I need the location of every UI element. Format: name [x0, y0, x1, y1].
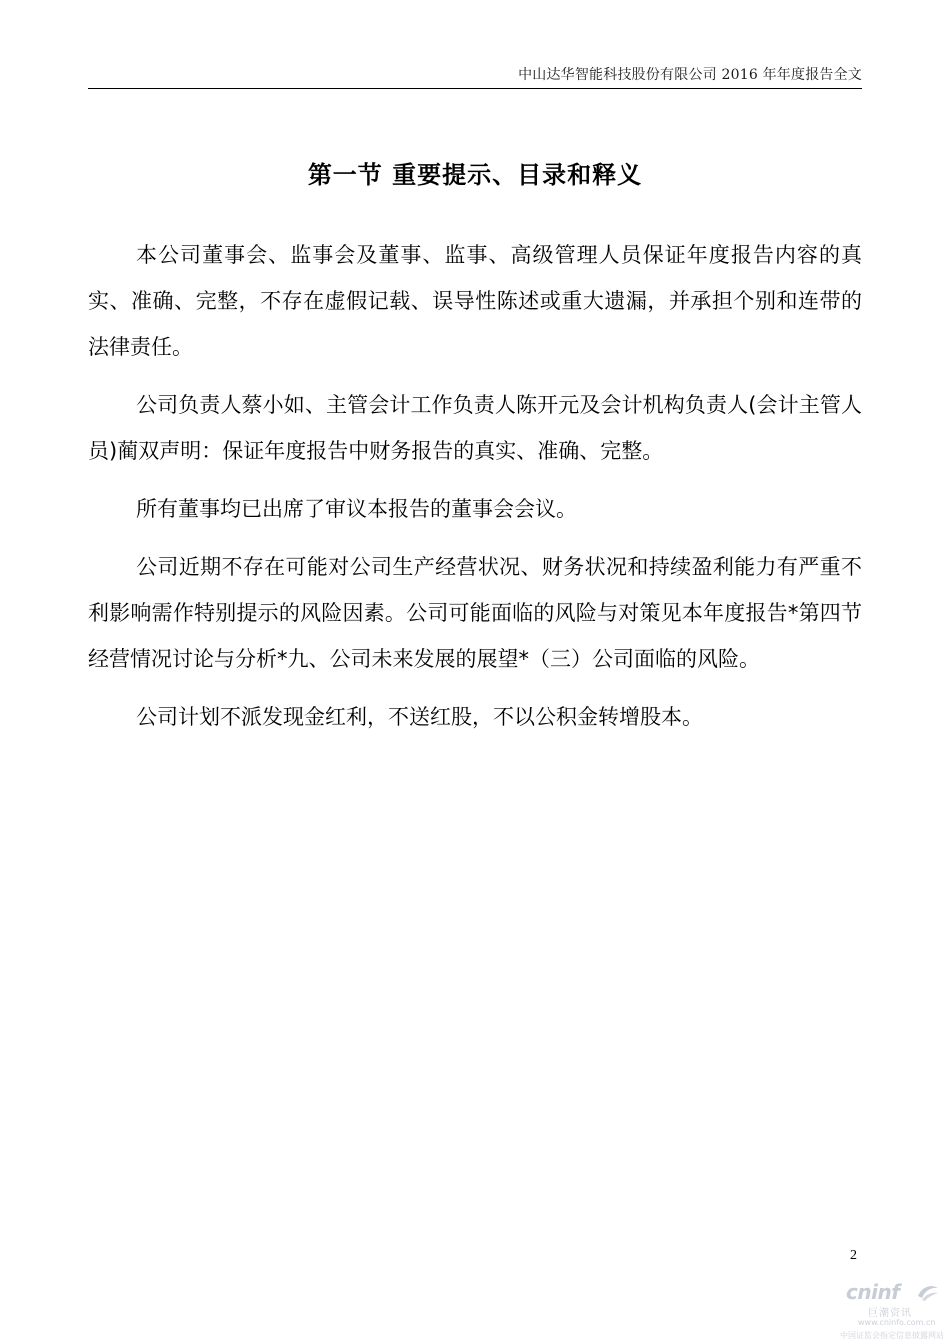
- paragraph-board-guarantee: 本公司董事会、监事会及董事、监事、高级管理人员保证年度报告内容的真实、准确、完整，不存在虚假记载、误导性陈述或重大遗漏，并承担个别和连带的法律责任。: [88, 243, 862, 359]
- paragraph-responsible-persons: 公司负责人蔡小如、主管会计工作负责人陈开元及会计机构负责人(会计主管人员)蔺双声明：保证年度报告中财务报告的真实、准确、完整。: [88, 393, 862, 463]
- watermark-sub-text: 中国证监会指定信息披露网站: [840, 1331, 944, 1340]
- header-divider: [88, 88, 862, 89]
- page-number: 2: [850, 1248, 857, 1263]
- paragraph-directors-attendance: 所有董事均已出席了审议本报告的董事会会议。: [136, 497, 577, 521]
- watermark-url: www.cninfo.com.cn: [858, 1318, 936, 1327]
- cninfo-watermark: [838, 1280, 948, 1342]
- paragraph-risk-factors: 公司近期不存在可能对公司生产经营状况、财务状况和持续盈利能力有严重不利影响需作特别提示的风险因素。公司可能面临的风险与对策见本年度报告*第四节 经营情况讨论与分析*九、公司未来发展的展望*（三）公司面临的风险。: [88, 555, 862, 671]
- document-body: [88, 232, 862, 752]
- watermark-cn-text: 巨潮资讯: [868, 1308, 912, 1319]
- paragraph-dividend-plan: 公司计划不派发现金红利，不送红股，不以公积金转增股本。: [136, 705, 703, 729]
- section-title: 第一节 重要提示、目录和释义: [307, 161, 643, 189]
- cninfo-swoosh-logo-icon: [916, 1284, 940, 1302]
- watermark-logo-text: cninf: [846, 1280, 900, 1304]
- running-header: 中山达华智能科技股份有限公司 2016 年年度报告全文: [518, 67, 862, 83]
